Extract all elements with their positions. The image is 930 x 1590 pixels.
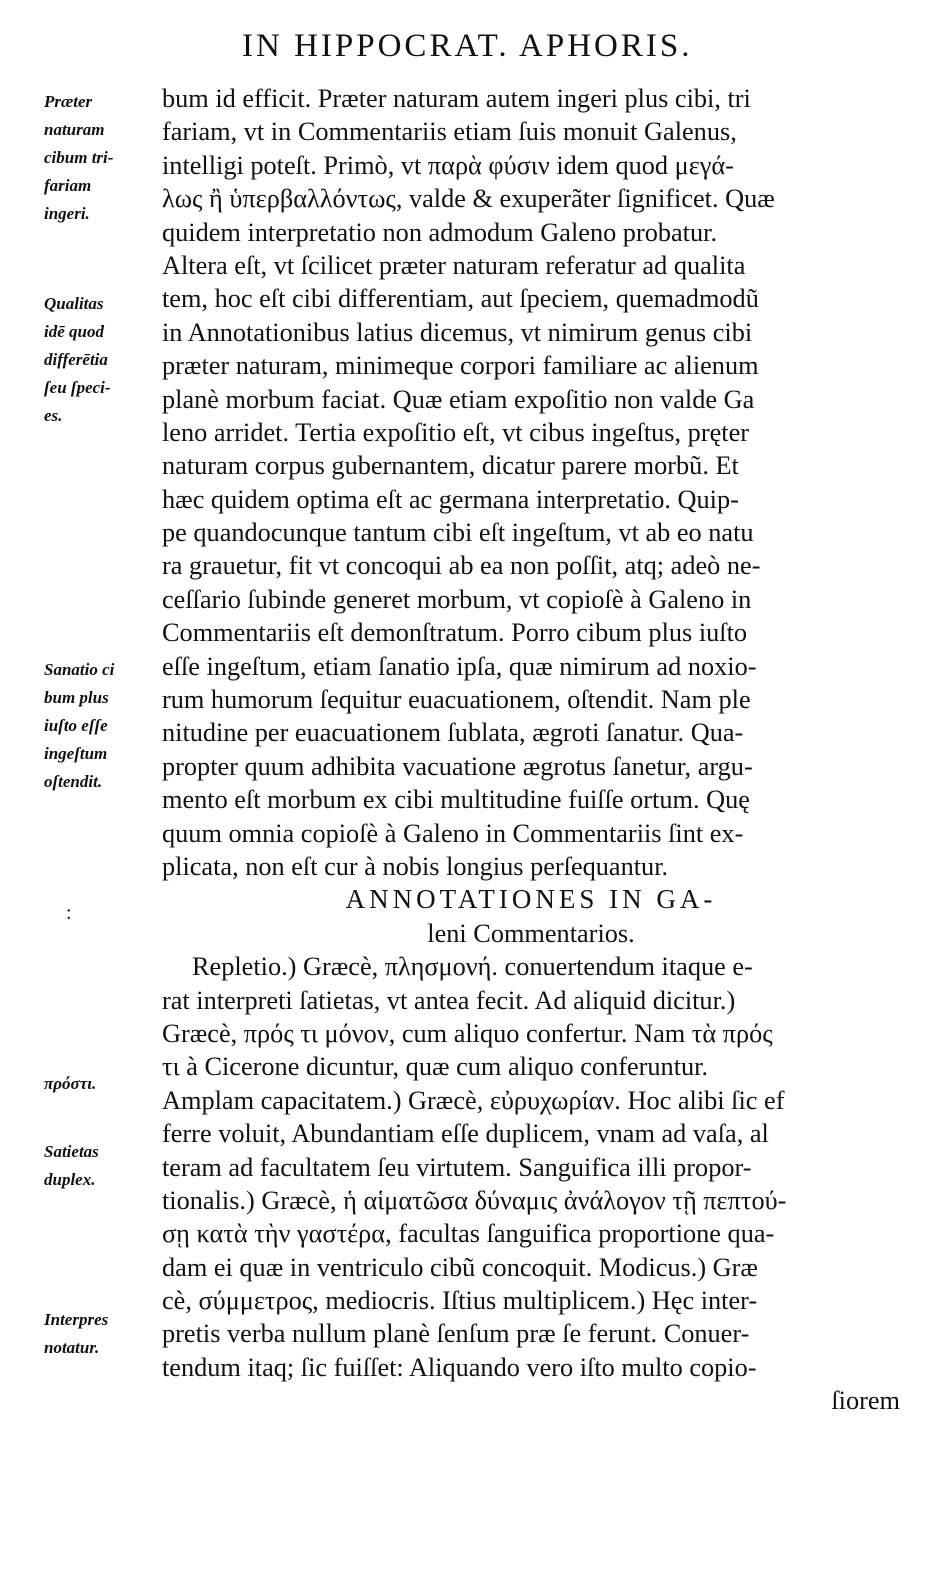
annotations-heading: ANNOTATIONES IN GA-: [345, 884, 717, 915]
margin-note-line: cibum tri-: [44, 148, 114, 167]
text-line: tionalis.) Græcè, ἡ αἱματῶσα δύναμις ἀνάλογον τῇ πεπτού-: [162, 1185, 787, 1215]
margin-note-line: ingeſtum: [44, 744, 108, 763]
text-line: cè, σύμμετρος, mediocris. Iſtius multiplicem.) Hęc inter-: [162, 1286, 758, 1316]
margin-note-line: naturam: [44, 120, 105, 139]
text-line: quidem interpretatio non admodum Galeno probatur.: [162, 217, 718, 247]
text-line: τι à Cicerone dicuntur, quæ cum aliquo conferuntur.: [162, 1052, 709, 1082]
margin-note: [44, 88, 156, 228]
text-line: ra grauetur, fit vt concoqui ab ea non poſſit, atq; adeò ne-: [162, 551, 761, 581]
margin-note-line: πρόστι.: [44, 1074, 97, 1093]
margin-note-line: bum plus: [44, 688, 109, 707]
margin-note-line: oſtendit.: [44, 772, 103, 791]
margin-note-line: Satietas: [44, 1142, 99, 1161]
text-line: ferre voluit, Abundantiam eſſe duplicem, vnam ad vaſa, al: [162, 1119, 769, 1149]
text-line: naturam corpus gubernantem, dicatur parere morbũ. Et: [162, 451, 739, 481]
text-line: Amplam capacitatem.) Græcè, εὐρυχωρίαν. Hoc alibi ſic ef: [162, 1085, 785, 1115]
text-line: nitudine per euacuationem ſublata, ægroti ſanatur. Qua-: [162, 718, 744, 748]
margin-note-line: es.: [44, 406, 63, 425]
margin-mark: :: [66, 902, 72, 924]
margin-note: [44, 1306, 156, 1362]
text-line: propter quum adhibita vacuatione ægrotus ſanetur, argu-: [162, 751, 753, 781]
body-paragraph: [162, 82, 900, 883]
text-line: Græcè, πρός τι μόνον, cum aliquo confertur. Nam τὰ πρός: [162, 1018, 773, 1048]
text-line: pe quandocunque tantum cibi eſt ingeſtum, vt ab eo natu: [162, 518, 754, 548]
margin-note-line: duplex.: [44, 1170, 96, 1189]
margin-note-line: Sanatio ci: [44, 660, 115, 679]
text-line: tendum itaq; ſic fuiſſet: Aliquando vero iſto multo copio-: [162, 1352, 757, 1382]
text-line: mento eſt morbum ex cibi multitudine fuiſſe ortum. Quę: [162, 785, 750, 815]
text-line: præter naturam, minimeque corpori familiare ac alienum: [162, 351, 759, 381]
margin-note: [44, 656, 156, 796]
margin-note: [44, 290, 156, 430]
margin-note-line: ſeu ſpeci-: [44, 378, 111, 397]
text-line: rum humorum ſequitur euacuationem, oſtendit. Nam ple: [162, 685, 751, 715]
text-line: ceſſario ſubinde generet morbum, vt copioſè à Galeno in: [162, 584, 752, 614]
margin-note-line: differētia: [44, 350, 108, 369]
text-line: planè morbum faciat. Quæ etiam expoſitio non valde Ga: [162, 384, 755, 414]
text-line: Altera eſt, vt ſcilicet præter naturam referatur ad qualita: [162, 250, 746, 280]
text-line: in Annotationibus latius dicemus, vt nimirum genus cibi: [162, 317, 753, 347]
text-line: σῃ κατὰ τὴν γαστέρα, facultas ſanguifica proportione qua-: [162, 1219, 775, 1249]
margin-note-line: ingeri.: [44, 204, 90, 223]
text-line: ſiorem: [831, 1386, 900, 1416]
text-line: pretis verba nullum planè ſenſum præ ſe ferunt. Conuer-: [162, 1319, 750, 1349]
text-line: leno arridet. Tertia expoſitio eſt, vt cibus ingeſtus, pręter: [162, 417, 749, 447]
margin-note-line: iuſto eſſe: [44, 716, 108, 735]
text-line: quum omnia copioſè à Galeno in Commentariis ſint ex-: [162, 818, 744, 848]
annotations-subheading: leni Commentarios.: [427, 918, 635, 948]
text-line: intelligi poteſt. Primò, vt παρὰ φύσιν idem quod μεγά-: [162, 150, 734, 180]
text-line: plicata, non eſt cur à nobis longius perſequantur.: [162, 851, 669, 881]
margin-note: [44, 1070, 156, 1098]
text-line: teram ad facultatem ſeu virtutem. Sanguifica illi propor-: [162, 1152, 752, 1182]
text-line: rat interpreti ſatietas, vt antea fecit. Ad aliquid dicitur.): [162, 985, 736, 1015]
margin-note-line: Præter: [44, 92, 93, 111]
text-line: fariam, vt in Commentariis etiam ſuis monuit Galenus,: [162, 117, 737, 147]
margin-note-line: idē quod: [44, 322, 104, 341]
running-header: IN HIPPOCRAT. APHORIS.: [242, 28, 693, 64]
text-line: hæc quidem optima eſt ac germana interpretatio. Quip-: [162, 484, 739, 514]
text-line: Commentariis eſt demonſtratum. Porro cibum plus iuſto: [162, 618, 748, 648]
margin-note: [44, 1138, 156, 1194]
text-line: bum id efficit. Præter naturam autem ingeri plus cibi, tri: [162, 84, 751, 113]
margin-note-line: notatur.: [44, 1338, 100, 1357]
margin-note-line: fariam: [44, 176, 92, 195]
text-line: dam ei quæ in ventriculo cibũ concoquit. Modicus.) Græ: [162, 1252, 758, 1282]
annotations-paragraph: [162, 950, 900, 1417]
text-line: λως ἢ ὑπερβαλλόντως, valde & exuperãter ſignificet. Quæ: [162, 184, 775, 214]
margin-note-line: Interpres: [44, 1310, 109, 1329]
text-line: Repletio.) Græcè, πλησμονή. conuertendum itaque e-: [192, 952, 753, 982]
text-line: eſſe ingeſtum, etiam ſanatio ipſa, quæ nimirum ad noxio-: [162, 651, 757, 681]
margin-note-line: Qualitas: [44, 294, 104, 313]
text-line: tem, hoc eſt cibi differentiam, aut ſpeciem, quemadmodũ: [162, 284, 759, 314]
main-text: [162, 82, 900, 1418]
